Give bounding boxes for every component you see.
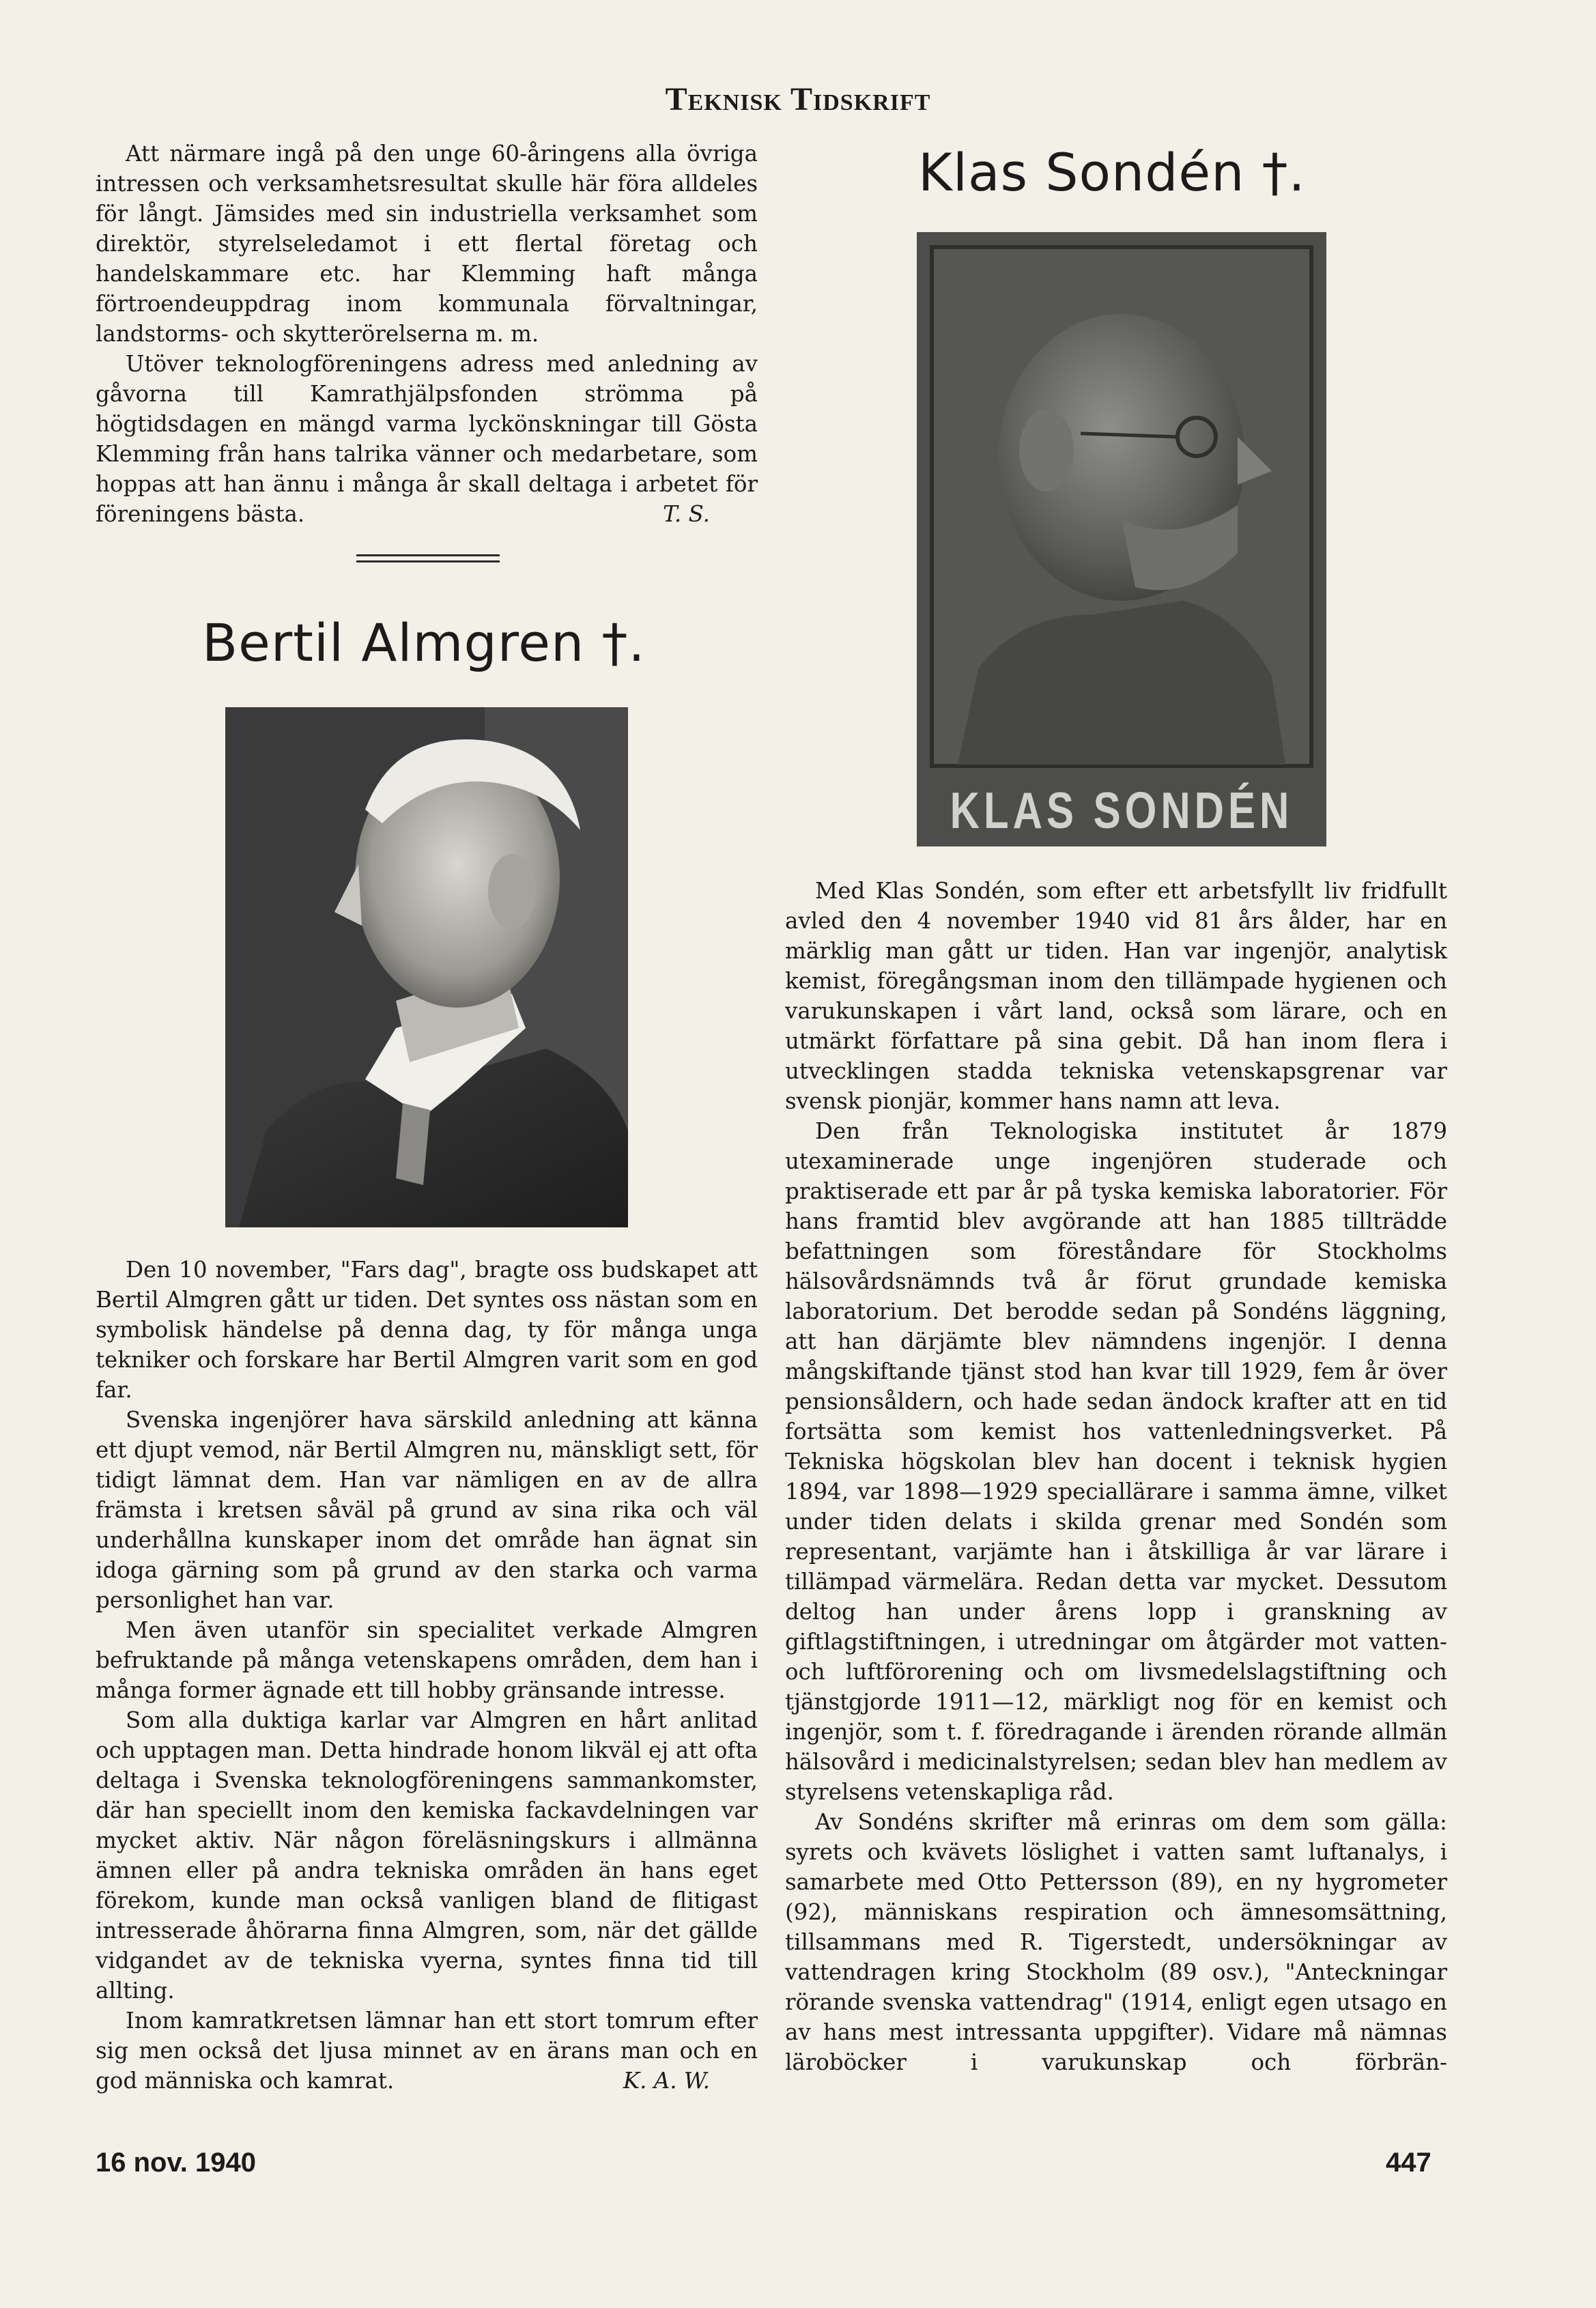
klemming-signature: T. S. [663,501,710,527]
masthead: Teknisk Tidskrift [665,81,931,117]
footer-date: 16 nov. 1940 [96,2148,256,2178]
almgren-paragraph-1: Den 10 november, "Fars dag", bragte oss budskapet att Bertil Almgren gått ur tiden. Det syntes oss nästan som en symbolisk händelse på denna dag, ty för många unga tekniker och forskare har Bertil Almgren varit som en god far. [96,1257,758,1403]
sonden-paragraph-3: Av Sondéns skrifter må erinras om dem som gälla: syrets och kvävets löslighet i vatten samt luftanalys, i samarbete med Otto Pettersson (89), en ny hygrometer (92), människans respiration och ämnesomsättning, tillsammans med R. Tigerstedt, undersökningar av vattendragen kring Stockholm (89 osv.), "Anteckningar rörande svenska vattendrag" (1914, enligt egen utsago en av hans mest intressanta uppgifter). Vidare må nämnas läroböcker i varukunskap och förbrän- [785,1809,1447,2075]
sonden-headline: Klas Sondén †. [918,142,1306,203]
klemming-paragraph-1: Att närmare ingå på den unge 60-åringens alla övriga intressen och verksamhetsresultat skulle här föra alldeles för långt. Jämsides med sin industriella verksamhet som direktör, styrelseledamot i ett flertal företag och handelskammare etc. har Klemming haft många förtroendeuppdrag inom kommunala förvaltningar, landstorms- och skytterörelserna m. m. [96,141,758,347]
almgren-signature: K. A. W. [623,2068,710,2094]
almgren-portrait-photo [225,707,628,1227]
almgren-article [96,1255,758,2096]
plaque-caption: KLAS SONDÉN [950,782,1294,840]
separator-rule [356,554,500,562]
almgren-portrait-illustration [225,707,628,1227]
sonden-article [785,876,1447,2077]
sonden-paragraph-1: Med Klas Sondén, som efter ett arbetsfyllt liv fridfullt avled den 4 november 1940 vid 81 års ålder, har en märklig man gått ur tiden. Han var ingenjör, analytisk kemist, föregångsman inom den tillämpade hygienen och varukunskapen i vårt land, också som lärare, och en utmärkt författare på sina gebit. Då han inom flera i utvecklingen stadda tekniska vetenskapsgrenar var svensk pionjär, kommer hans namn att leva. [785,878,1447,1114]
page-number: 447 [1386,2148,1431,2178]
almgren-paragraph-3: Men även utanför sin specialitet verkade Almgren befruktande på många vetenskapens områden, dem han i många former ägnade ett till hobby gränsande intresse. [96,1617,758,1703]
almgren-paragraph-2: Svenska ingenjörer hava särskild anledning att känna ett djupt vemod, när Bertil Almgren nu, mänskligt sett, för tidigt lämnat dem. Han var nämligen en av de allra främsta i kretsen såväl på grund av sina rika och väl underhållna kunskaper inom det område han ägnat sin idoga gärning som på grund av den starka och varma personlighet han var. [96,1407,758,1613]
sonden-relief-plaque [917,232,1326,846]
klemming-article [96,139,758,529]
sonden-relief-illustration [917,232,1326,846]
almgren-headline: Bertil Almgren †. [202,612,646,673]
klemming-paragraph-2: Utöver teknologföreningens adress med anledning av gåvorna till Kamrathjälpsfonden strömma på högtidsdagen en mängd varma lyckönskningar till Gösta Klemming från hans talrika vänner och medarbetare, som hoppas att han ännu i många år skall deltaga i arbetet för föreningens bästa. [96,351,758,527]
sonden-paragraph-2: Den från Teknologiska institutet år 1879 utexaminerade unge ingenjören studerade och praktiserade ett par år på tyska kemiska laboratorier. För hans framtid blev avgörande att han 1885 tillträdde befattningen som föreståndare för Stockholms hälsovårdsnämnds två år förut grundade kemiska laboratorium. Det berodde sedan på Sondéns läggning, att han därjämte blev nämndens ingenjör. I denna mångskiftande tjänst stod han kvar till 1929, fem år över pensionsåldern, och hade sedan ändock krafter att en tid fortsätta som kemist hos vattenledningsverket. På Tekniska högskolan blev han docent i teknisk hygien 1894, var 1898—1929 speciallärare i samma ämne, vilket under tiden delats i skilda grenar med Sondén som representant, varjämte han i åtskilliga år var lärare i tillämpad värmelära. Redan detta var mycket. Dessutom deltog han under årens lopp i granskning av giftlagstiftningen, i utredningar om åtgärder mot vatten- och luftförorening och om livsmedelslagstiftning och tjänstgjorde 1911—12, märkligt nog för en kemist och ingenjör, som t. f. föredragande i ärenden rörande allmän hälsovård i medicinalstyrelsen; sedan blev han medlem av styrelsens vetenskapliga råd. [785,1118,1447,1805]
almgren-paragraph-5: Inom kamratkretsen lämnar han ett stort tomrum efter sig men också det ljusa minnet av en ärans man och en god människa och kamrat. [96,2008,758,2094]
almgren-paragraph-4: Som alla duktiga karlar var Almgren en hårt anlitad och upptagen man. Detta hindrade honom likväl ej att ofta deltaga i Svenska teknologföreningens sammankomster, där han speciellt inom den kemiska fackavdelningen var mycket aktiv. När någon föreläsningskurs i allmänna ämnen eller på andra tekniska områden än hans eget förekom, kunde man också vanligen bland de flitigast intresserade åhörarna finna Almgren, som, när det gällde vidgandet av de tekniska vyerna, syntes finna tid till allting. [96,1707,758,2004]
